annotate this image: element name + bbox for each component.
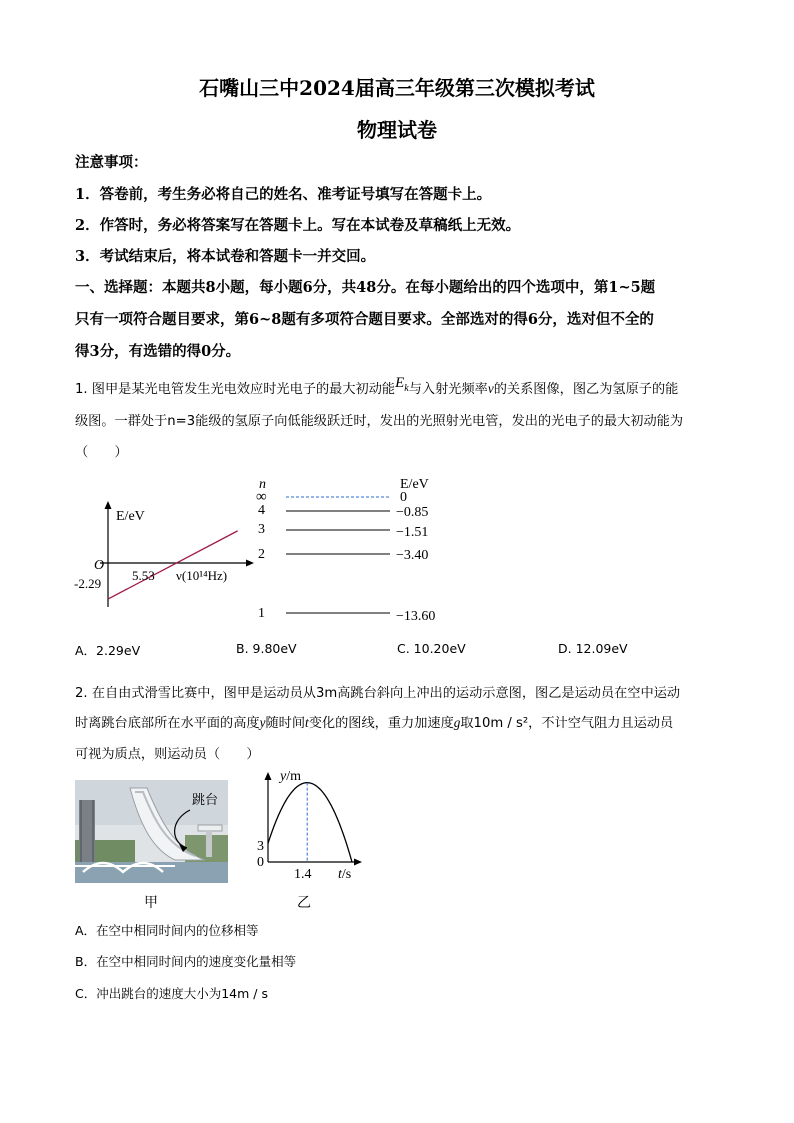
q1-y-axis-arrow bbox=[105, 501, 112, 509]
level-row-4 bbox=[258, 503, 428, 520]
q2-text-d: 取10m / s²，不计空气阻力且运动员 bbox=[460, 716, 674, 731]
svg-text:−13.60: −13.60 bbox=[396, 609, 436, 624]
q1-text-b: 与入射光频率 bbox=[408, 382, 488, 397]
svg-text:2: 2 bbox=[258, 547, 265, 562]
svg-text:1: 1 bbox=[258, 606, 265, 621]
q2-text-b: 随时间 bbox=[265, 716, 306, 731]
note-item-2: 2．作答时，务必将答案写在答题卡上。写在本试卷及草稿纸上无效。 bbox=[75, 217, 521, 234]
hydrogen-energy-level-diagram bbox=[250, 472, 480, 632]
svg-text:−3.40: −3.40 bbox=[396, 548, 429, 563]
question-2-line-2 bbox=[75, 712, 673, 731]
q2-y-axis-arrow bbox=[265, 772, 272, 780]
q2-t-label: t/s bbox=[338, 867, 352, 882]
q1-origin-label: O bbox=[94, 558, 105, 573]
svg-text:0: 0 bbox=[400, 490, 407, 505]
levels-e-header: E/eV bbox=[400, 477, 429, 492]
levels-n-header: n bbox=[259, 477, 266, 492]
q1-data-line bbox=[108, 531, 238, 599]
q2-t-tick-label: 1.4 bbox=[294, 867, 312, 882]
exam-subtitle: 物理试卷 bbox=[357, 118, 437, 142]
svg-text:−1.51: −1.51 bbox=[396, 525, 429, 540]
question-2-line-1: 2. 在自由式滑雪比赛中，图甲是运动员从3m高跳台斜向上冲出的运动示意图，图乙是运动员在空中运动 bbox=[75, 686, 681, 701]
q1-intercept-label: -2.29 bbox=[74, 576, 102, 591]
caption-yi: 乙 bbox=[297, 895, 311, 911]
q1-y-label: E/eV bbox=[116, 509, 145, 524]
q1-option-c[interactable]: C. 10.20eV bbox=[397, 641, 466, 656]
question-1-line-3: （ ） bbox=[75, 445, 128, 460]
q1-text-c: 的关系图像，图乙为氢原子的能 bbox=[493, 382, 679, 397]
caption-jia: 甲 bbox=[144, 895, 158, 911]
svg-text:∞: ∞ bbox=[256, 489, 267, 505]
q2-trajectory-curve bbox=[268, 783, 352, 862]
question-1-line-1 bbox=[75, 375, 679, 400]
q2-y-label: y/m bbox=[280, 769, 301, 784]
q1-symbol-e: $E_k$ bbox=[395, 375, 409, 394]
level-row-1 bbox=[258, 606, 435, 624]
exam-title: 石嘴山三中2024届高三年级第三次模拟考试 bbox=[199, 76, 595, 100]
section-instructions-line-3: 得3分，有选错的得0分。 bbox=[75, 343, 241, 360]
level-row-3 bbox=[258, 522, 428, 540]
q1-symbol-v: ν bbox=[487, 381, 494, 396]
level-row-infinity bbox=[256, 489, 407, 505]
level-row-2 bbox=[258, 547, 428, 563]
photo-label-jump: 跳台 bbox=[192, 793, 219, 808]
q2-option-a[interactable]: A．在空中相同时间内的位移相等 bbox=[75, 923, 259, 938]
q2-symbol-g: g bbox=[453, 715, 461, 730]
notes-heading: 注意事项： bbox=[75, 154, 148, 171]
q1-text-a: 1. 图甲是某光电管发生光电效应时光电子的最大初动能 bbox=[75, 382, 396, 397]
svg-text:3: 3 bbox=[258, 522, 265, 537]
q1-energy-frequency-graph bbox=[70, 495, 260, 615]
svg-text:4: 4 bbox=[258, 503, 265, 518]
section-instructions-line-1: 一、选择题：本题共8小题，每小题6分，共48分。在每小题给出的四个选项中，第1~5题 bbox=[75, 279, 656, 296]
q1-x-label: ν(10¹⁴Hz) bbox=[176, 568, 228, 583]
q2-height-time-graph bbox=[252, 766, 372, 886]
question-1-line-2: 级图。一群处于n=3能级的氢原子向低能级跃迁时，发出的光照射光电管，发出的光电子的最大初动能为 bbox=[75, 414, 684, 429]
q2-y-tick-label: 3 bbox=[257, 839, 264, 854]
question-2-line-3: 可视为质点，则运动员（ ） bbox=[75, 747, 260, 762]
q2-symbol-t: t bbox=[305, 715, 309, 730]
note-item-3: 3．考试结束后，将本试卷和答题卡一并交回。 bbox=[75, 248, 376, 265]
ski-jump-illustration bbox=[75, 780, 228, 883]
q1-option-d[interactable]: D. 12.09eV bbox=[558, 641, 628, 656]
q2-text-a: 时离跳台底部所在水平面的高度 bbox=[75, 716, 260, 731]
q1-option-a[interactable]: A．2.29eV bbox=[75, 643, 141, 658]
q2-option-b[interactable]: B．在空中相同时间内的速度变化量相等 bbox=[75, 954, 297, 969]
section-instructions-line-2: 只有一项符合题目要求，第6~8题有多项符合题目要求。全部选对的得6分，选对但不全的 bbox=[75, 311, 654, 328]
q2-origin-label: 0 bbox=[257, 855, 264, 870]
svg-text:−0.85: −0.85 bbox=[396, 505, 429, 520]
q1-x-tick-label: 5.53 bbox=[132, 568, 155, 583]
q1-option-b[interactable]: B. 9.80eV bbox=[236, 641, 297, 656]
q2-x-axis-arrow bbox=[354, 859, 362, 866]
ski-jump-photo bbox=[75, 780, 228, 883]
q2-symbol-y: y bbox=[259, 715, 266, 730]
q2-text-c: 变化的图线，重力加速度 bbox=[308, 716, 454, 731]
q2-option-c[interactable]: C．冲出跳台的速度大小为14m / s bbox=[75, 986, 268, 1001]
note-item-1: 1．答卷前，考生务必将自己的姓名、准考证号填写在答题卡上。 bbox=[75, 186, 492, 203]
